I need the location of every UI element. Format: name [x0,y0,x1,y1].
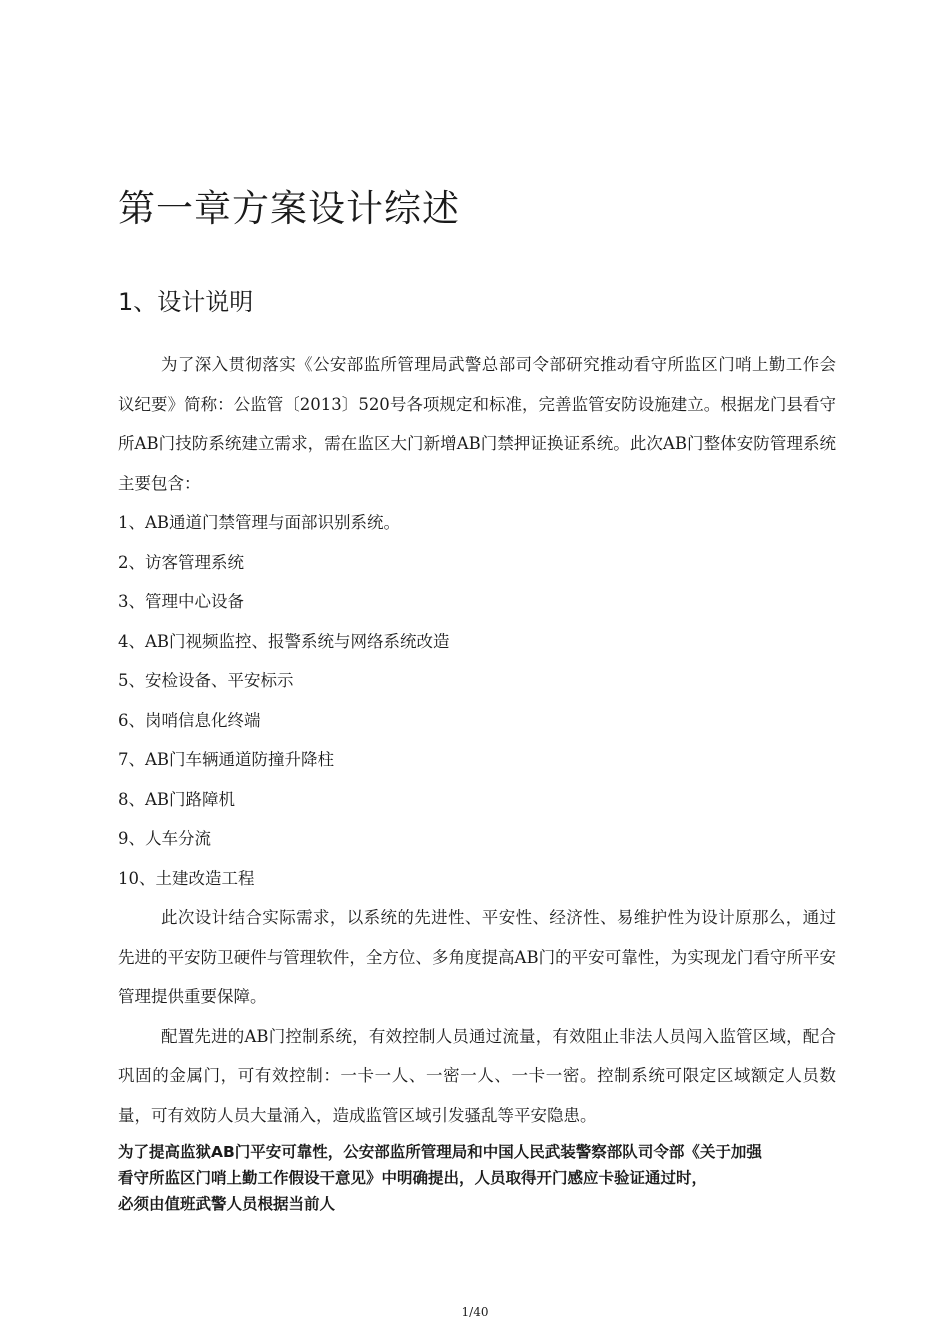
list-item: 5、安检设备、平安标示 [118,671,294,690]
bold-requirement-block [118,1139,836,1217]
bold-line: 为了提高监狱AB门平安可靠性，公安部监所管理局和中国人民武装警察部队司令部《关于加强 [118,1143,762,1161]
chapter-title: 第一章方案设计综述 [118,187,460,230]
list-item: 2、访客管理系统 [118,552,244,572]
list-item: 9、人车分流 [118,829,211,848]
bold-line: 看守所监区门哨上勤工作假设干意见》中明确提出，人员取得开门感应卡验证通过时， [118,1169,708,1187]
control-system-paragraph: 配置先进的AB门控制系统，有效控制人员通过流量，有效阻止非法人员闯入监管区域，配合巩固的金属门，可有效控制：一卡一人、一密一人、一卡一密。控制系统可限定区域额定人员数量，可有效防人员大量涌入，造成监管区域引发骚乱等平安隐患。 [118,1026,836,1125]
bold-line: 必须由值班武警人员根据当前人 [118,1195,336,1213]
list-item: 10、土建改造工程 [118,868,255,888]
intro-paragraph: 为了深入贯彻落实《公安部监所管理局武警总部司令部研究推动看守所监区门哨上勤工作会议纪要》简称：公监管〔2013〕520号各项规定和标准，完善监管安防设施建立。根据龙门县看守所AB门技防系统建立需求，需在监区大门新增AB门禁押证换证系统。此次AB门整体安防管理系统主要包含： [118,355,836,493]
design-principle-paragraph: 此次设计结合实际需求，以系统的先进性、平安性、经济性、易维护性为设计原那么，通过先进的平安防卫硬件与管理软件，全方位、多角度提高AB门的平安可靠性，为实现龙门看守所平安管理提供重要保障。 [118,908,836,1006]
list-item: 6、岗哨信息化终端 [118,710,261,730]
page-number: 1/40 [461,1305,489,1319]
list-item: 4、AB门视频监控、报警系统与网络系统改造 [118,631,450,651]
list-item: 3、管理中心设备 [118,592,244,611]
list-item: 7、AB门车辆通道防撞升降柱 [118,750,335,769]
intro-block [118,345,836,1135]
list-item: 1、AB通道门禁管理与面部识别系统。 [118,513,401,532]
list-item: 8、AB门路障机 [118,789,236,809]
section-title: 1、设计说明 [118,288,254,316]
